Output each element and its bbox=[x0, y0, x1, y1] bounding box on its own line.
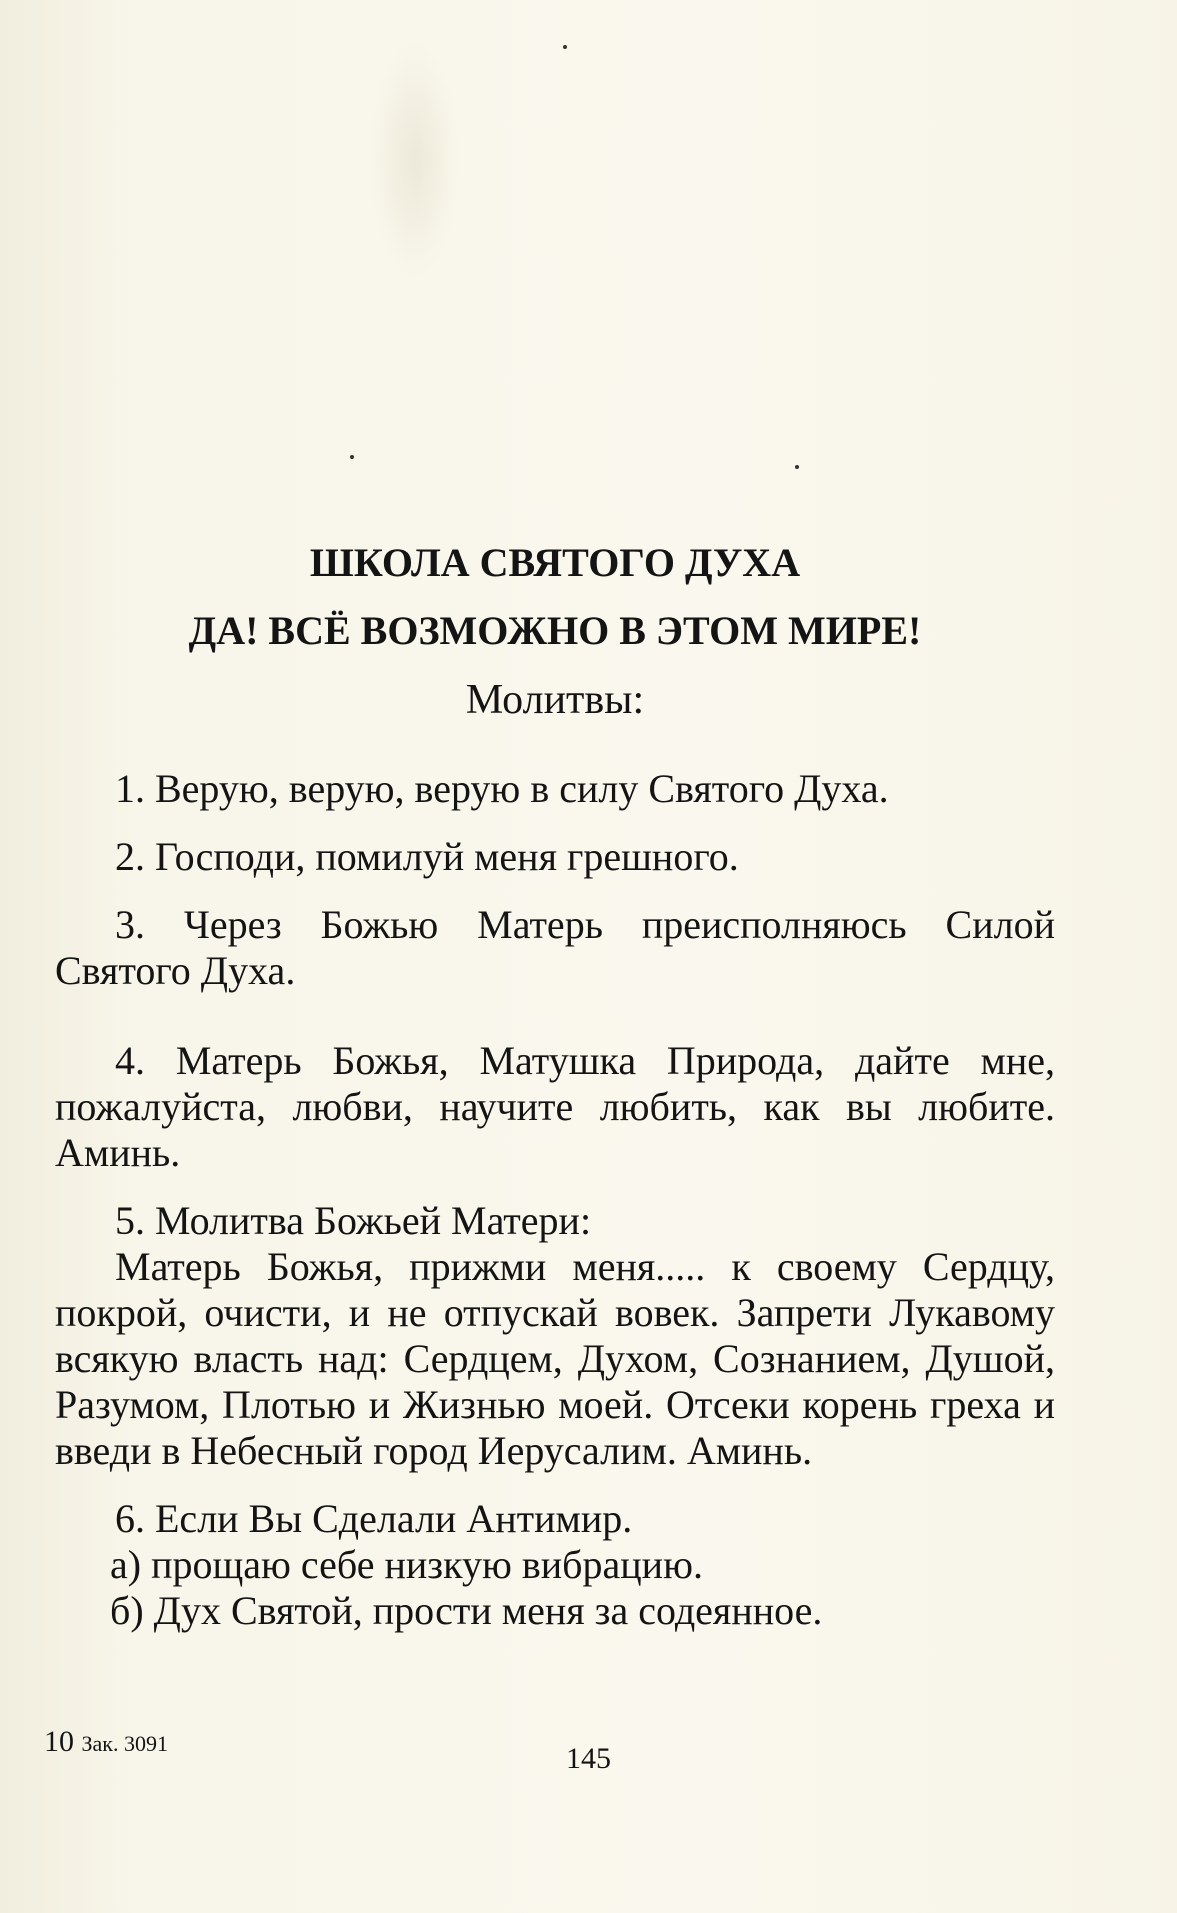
prayer-5-title: 5. Молитва Божьей Матери: bbox=[115, 1198, 592, 1243]
print-speck bbox=[795, 465, 799, 469]
page-number: 145 bbox=[566, 1742, 611, 1775]
prayer-4: 4. Матерь Божья, Матушка Природа, дайте мне, пожалуйста, любви, научите любить, как вы любите. Аминь. bbox=[55, 1038, 1055, 1175]
section-title: Молитвы: bbox=[465, 677, 645, 723]
prayer-2: 2. Господи, помилуй меня грешного. bbox=[115, 834, 739, 879]
prayer-6-title: 6. Если Вы Сделали Антимир. bbox=[115, 1496, 633, 1541]
print-speck bbox=[563, 45, 567, 49]
paper-stain bbox=[370, 40, 460, 280]
page-heading: ШКОЛА СВЯТОГО ДУХА bbox=[309, 540, 801, 585]
main-text bbox=[55, 530, 1055, 1634]
print-speck bbox=[350, 455, 354, 459]
order-number: Зак. 3091 bbox=[81, 1731, 168, 1756]
prayer-1: 1. Верую, верую, верую в силу Святого Духа. bbox=[115, 766, 889, 811]
page-subheading: ДА! ВСЁ ВОЗМОЖНО В ЭТОМ МИРЕ! bbox=[188, 608, 922, 653]
prayer-3: 3. Через Божью Матерь преисполняюсь Силой Святого Духа. bbox=[55, 902, 1055, 993]
prayer-6-item-a: а) прощаю себе низкую вибрацию. bbox=[110, 1542, 703, 1587]
prayer-6-item-b: б) Дух Святой, прости меня за содеянное. bbox=[110, 1588, 823, 1633]
prayer-5-text: Матерь Божья, прижми меня..... к своему Сердцу, покрой, очисти, и не отпускай вовек. Запрети Лукавому всякую власть над: Сердцем, Духом, Сознанием, Душой, Разумом, Плотью и Жизнью моей. Отсеки корень греха и введи в Небесный город Иерусалим. Аминь. bbox=[55, 1244, 1055, 1473]
sheet-number: 10 bbox=[44, 1725, 74, 1758]
